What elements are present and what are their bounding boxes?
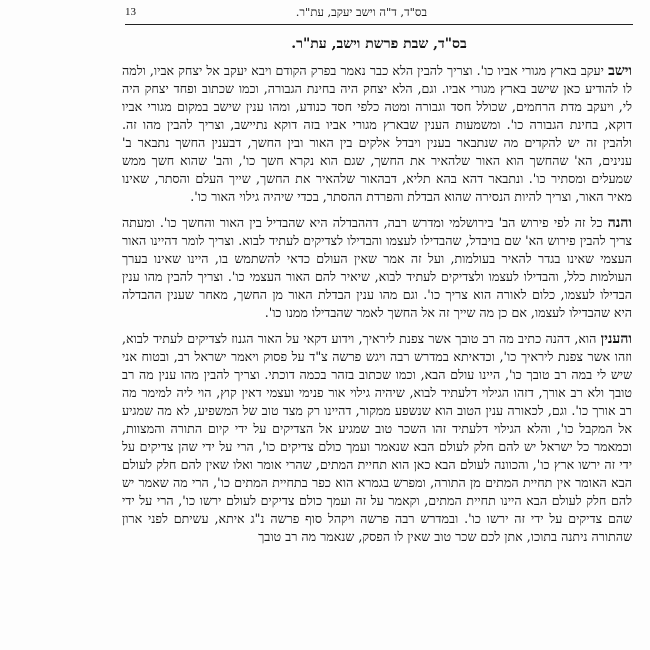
running-header xyxy=(125,4,633,25)
paragraph-lead-word: והענין xyxy=(600,331,632,347)
page-number: 13 xyxy=(125,6,136,18)
paragraph-lead-word: וישב xyxy=(608,63,632,79)
running-title: בס"ד, ד"ה וישב יעקב, עת"ר. xyxy=(295,5,427,19)
main-text xyxy=(122,62,632,554)
paragraph xyxy=(122,62,632,206)
paragraph-lead-word: והנה xyxy=(607,215,632,231)
paragraph-text: הוא, דהנה כתיב מה רב טובך אשר צפנת ליראיך, וידוע דקאי על האור הגנוז לצדיקים לעתיד לבוא, וזהו אשר צפנת ליראיך כו', וכדאיתא במדרש רבה ויגש פרשה צ"ד על פסוק ויאמר ישראל רב, ובטוח אני שיש לי במה רב טובך כו', היינו עולם הבא, וכמו שכתוב בזהר בכמה דוכתי. וצריך להבין מהו ענין מה רב טובך ולא רב אורך, דזהו הגילוי דלעתיד לבוא, שיהיה גילוי אור פנימי ועצמי דאין קוץ, הוי ליה למימר מה רב אורך כו'. וגם, לכאורה ענין הטוב הוא שנשפע ממקור, דהיינו רק מצד טוב של המשפיע, לא מה שמגיע אל המקבל כו', והלא הגילוי דלעתיד זהו השכר טוב שמגיע אל הצדיקים על ידי קיום התורה והמצוות, וכמאמר כל ישראל יש להם חלק לעולם הבא שנאמר ועמך כולם צדיקים כו', הרי על ידי שהן צדיקים על ידי זה ירשו ארץ כו', והכוונה לעולם הבא כאן הוא תחיית המתים, שהרי אומר ואלו שאין להם חלק לעולם הבא האומר אין תחיית המתים מן התורה, ומפרש בגמרא הוא כפר בתחיית המתים כו', הרי מה שאמר יש להם חלק לעולם הבא היינו תחיית המתים, וקאמר על זה ועמך כולם צדיקים לעולם ירשו כו', הרי על ידי שהם צדיקים על ידי זה ירשו כו'. ובמדרש רבה פרשה ויקהל סוף פרשה נ"ג איתא, עשיתם לפני ארון שהתורה ניתנה בתוכו, אתן לכם שכר טוב שאין לו הפסק, שנאמר מה רב טובך xyxy=(122,331,632,544)
paragraph xyxy=(122,330,632,546)
paragraph-text: כל זה לפי פירוש הב' בירושלמי ומדרש רבה, דההבדלה היא שהבדיל בין האור והחשך כו'. ומעתה צריך להבין פירוש הא' שם בויבדל, שהבדילו לעצמו והבדילו לצדיקים לעתיד לבוא. וצריך לומר דהיינו האור העצמי שאינו בגדר להאיר בעולמות, ועל זה אמר שאין העולם כדאי להשתמש בו, היינו שאינו בערך העולמות כלל, והבדילו לעצמו ולצדיקים לעתיד לבוא, שיאיר להם האור העצמי כו'. וצריך להבין מהו ענין הבדילו לעצמו, כלום לאורה הוא צריך כו'. וגם מהו ענין הבדלת האור מן החשך, מאחר שענין ההבדלה היא שהבדילו לעצמו, אם כן מה שייך זה אל החשך לאמר שהבדילו ממנו כו'. xyxy=(122,215,632,320)
paragraph-text: יעקב בארץ מגורי אביו כו'. וצריך להבין הלא כבר נאמר בפרק הקודם ויבא יעקב אל יצחק אביו, ולמה לו להודיע כאן שישב בארץ מגורי אביו. וגם, הלא יצחק היה בחינת הגבורה, וכמו שכתוב ופחד יצחק היה לי, ויעקב מדת הרחמים, שכולל חסד וגבורה ומטה כלפי חסד כנודע, ומהו ענין שישב במקום מגורי אביו דוקא, בחינת הגבורה כו'. ומשמעות הענין שבארץ מגורי אביו בזה דוקא נתיישב, וצריך להבין מהו זה. ולהבין זה יש להקדים מה שנתבאר בענין ויבדל אלקים בין האור ובין החשך, דבענין החשך נתבאר ב' ענינים, הא' שהחשך הוא האור שלהאיר את החשך, שגם הוא נקרא חשך כו', והב' שהוא חשך ממש שמעלים ומסתיר כו'. ונתבאר דהא בהא תליא, דבהאור שלהאיר את החשך, שייך העלם והסתר, שאינו מאיר האור, וצריך להיות הנסירה שהוא הבדלת והפרדת ההסתר, בכדי שיהיה גילוי האור כו'. xyxy=(122,63,632,204)
paragraph xyxy=(122,214,632,322)
discourse-title: בס"ד, שבת פרשת וישב, עת"ר. xyxy=(291,36,467,52)
